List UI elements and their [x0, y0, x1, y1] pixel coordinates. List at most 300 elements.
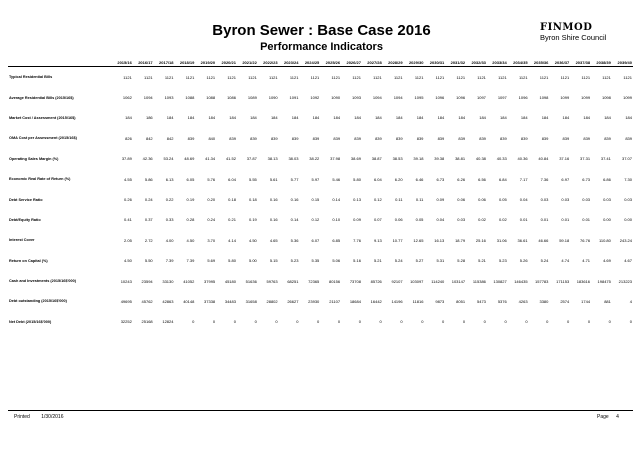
year-header: 2026/27	[341, 58, 362, 67]
table-cell: 0	[233, 319, 236, 325]
table-cell: 5.24	[540, 258, 549, 264]
row-label: Return on Capital (%)	[9, 258, 48, 263]
year-header: 2017/18	[154, 58, 175, 67]
table-cell: 130827	[493, 278, 507, 284]
table-cell: 184	[520, 115, 528, 121]
year-header: 2021/22	[237, 58, 258, 67]
table-cell: 5.86	[144, 176, 153, 182]
table-cell: 0.28	[186, 217, 195, 223]
table-cell: 5.36	[290, 237, 299, 243]
page-info	[597, 414, 625, 420]
table-cell: 23594	[141, 278, 153, 284]
table-cell: 5376	[497, 298, 507, 304]
table-cell: 0	[483, 319, 486, 325]
table-cell: 0	[317, 319, 320, 325]
table-cell: 184	[250, 115, 257, 121]
table-cell: 0.01	[582, 217, 591, 223]
table-cell: 0.02	[498, 217, 507, 223]
table-cell: 9873	[435, 298, 445, 304]
table-cell: 0.19	[186, 197, 195, 203]
table-row	[8, 128, 633, 148]
table-cell: 0.00	[603, 217, 611, 223]
table-cell: 0	[275, 319, 278, 325]
table-cell: 5.23	[290, 258, 299, 264]
table-cell: 0.04	[436, 217, 445, 223]
table-cell: 184	[187, 115, 195, 121]
table-cell: 0.03	[603, 197, 611, 203]
year-header: 2028/29	[383, 58, 404, 67]
table-cell: 0.06	[457, 197, 466, 203]
table-cell: 0.05	[498, 197, 507, 203]
table-row	[8, 67, 633, 88]
table-cell: 0.03	[540, 197, 549, 203]
table-cell: 4	[629, 298, 632, 304]
table-cell: 0	[629, 319, 632, 325]
table-cell: 184	[500, 115, 507, 121]
table-cell: 839	[354, 135, 361, 141]
table-cell: 4.74	[561, 258, 570, 264]
year-header: 2033/34	[487, 58, 508, 67]
table-cell: 0	[442, 319, 445, 325]
table-cell: 25.16	[475, 237, 486, 243]
table-cell: 0.14	[332, 197, 341, 203]
table-cell: 0.09	[353, 217, 361, 223]
table-cell: 0.01	[519, 217, 528, 223]
table-cell: 5.69	[207, 258, 216, 264]
table-cell: 92107	[391, 278, 403, 284]
table-cell: 4.50	[249, 237, 257, 243]
table-cell: 1098	[601, 95, 611, 101]
year-header: 2038/39	[591, 58, 612, 67]
table-cell: 1099	[560, 95, 570, 101]
council-name: Byron Shire Council	[540, 33, 607, 42]
table-cell: 1121	[227, 74, 236, 80]
table-cell: 12.65	[413, 237, 424, 243]
table-cell: 40.84	[538, 156, 549, 162]
table-cell: 1744	[581, 298, 591, 304]
table-cell: 1121	[393, 74, 403, 80]
table-cell: 198475	[597, 278, 611, 284]
table-cell: 839	[479, 135, 486, 141]
table-cell: 0.00	[624, 217, 632, 223]
table-cell: 0	[358, 319, 361, 325]
page-subtitle: Performance Indicators	[260, 41, 383, 53]
table-cell: 23930	[308, 298, 320, 304]
table-cell: 34483	[224, 298, 236, 304]
table-cell: 4.50	[124, 258, 132, 264]
table-cell: 0	[608, 319, 611, 325]
table-row	[8, 210, 633, 230]
table-cell: 4263	[518, 298, 528, 304]
table-cell: 1098	[539, 95, 549, 101]
table-cell: 0.24	[144, 197, 153, 203]
table-cell: 1094	[372, 95, 382, 101]
table-cell: 0	[566, 319, 570, 325]
table-cell: 110.80	[598, 237, 611, 243]
table-cell: 1121	[269, 74, 278, 80]
table-cell: 85726	[370, 278, 382, 284]
performance-table	[8, 58, 633, 332]
table-cell: 184	[229, 115, 236, 121]
table-cell: 839	[250, 135, 257, 141]
table-cell: 184	[604, 115, 611, 121]
table-cell: 840	[208, 135, 216, 141]
table-cell: 4.50	[186, 237, 195, 243]
table-cell: 0.13	[353, 197, 361, 203]
year-header: 2015/16	[112, 58, 133, 67]
table-cell: 4.69	[603, 258, 611, 264]
table-cell: 5.50	[144, 258, 153, 264]
year-header: 2022/23	[258, 58, 279, 67]
table-cell: 1088	[185, 95, 195, 101]
table-cell: 4.14	[228, 237, 236, 243]
table-cell: 1121	[435, 74, 445, 80]
table-cell: 0.11	[415, 197, 424, 203]
table-cell: 184	[625, 115, 632, 121]
year-header: 2020/21	[216, 58, 237, 67]
table-cell: 31658	[245, 298, 257, 304]
table-cell: 49695	[120, 298, 132, 304]
table-cell: 18684	[349, 298, 361, 304]
table-cell: 38.03	[288, 156, 299, 162]
table-cell: 1121	[164, 74, 174, 80]
table-cell: 80156	[328, 278, 341, 284]
table-cell: 6.85	[332, 237, 341, 243]
table-cell: 48.69	[184, 156, 195, 162]
table-cell: 68251	[287, 278, 299, 284]
table-cell: 2.72	[144, 237, 153, 243]
table-cell: 839	[500, 135, 507, 141]
table-cell: 5.77	[290, 176, 299, 182]
header-blank	[8, 58, 112, 67]
table-cell: 1088	[206, 95, 216, 101]
table-cell: 184	[333, 115, 341, 121]
table-cell: 0.12	[311, 217, 320, 223]
year-header: 2035/36	[529, 58, 550, 67]
table-cell: 1096	[435, 95, 445, 101]
table-cell: 839	[395, 135, 403, 141]
table-cell: 1121	[206, 74, 216, 80]
table-cell: 0.03	[457, 217, 466, 223]
table-row	[8, 108, 633, 128]
year-header: 2029/30	[404, 58, 425, 67]
table-cell: 45762	[141, 298, 153, 304]
table-cell: 12824	[162, 319, 174, 325]
table-cell: 5.24	[394, 258, 403, 264]
table-cell: 6.84	[498, 176, 507, 182]
table-cell: 0	[337, 319, 341, 325]
table-cell: 0.14	[290, 217, 299, 223]
table-cell: 0.20	[207, 197, 216, 203]
table-cell: 839	[541, 135, 549, 141]
table-cell: 39.18	[413, 156, 424, 162]
table-cell: 0.33	[165, 217, 174, 223]
table-cell: 1121	[185, 74, 195, 80]
table-cell: 16.13	[434, 237, 445, 243]
row-label: Interest Cover	[9, 238, 35, 243]
table-cell: 5.76	[207, 176, 216, 182]
table-cell: 1089	[247, 95, 257, 101]
table-cell: 28802	[266, 298, 278, 304]
table-cell: 7.76	[353, 237, 361, 243]
table-cell: 839	[562, 135, 570, 141]
table-cell: 0	[546, 319, 549, 325]
table-cell: 0.02	[478, 217, 486, 223]
table-row	[8, 149, 633, 169]
finmod-logo: FINMOD	[540, 22, 593, 33]
table-cell: 1097	[497, 95, 507, 101]
table-cell: 3380	[539, 298, 549, 304]
table-cell: 213223	[618, 278, 632, 284]
table-cell: 4.55	[124, 176, 132, 182]
table-cell: 7.39	[165, 258, 174, 264]
table-cell: 842	[145, 135, 153, 141]
row-label: Debt/Equity Ratio	[9, 217, 41, 222]
table-cell: 41.34	[205, 156, 216, 162]
table-row	[8, 230, 633, 250]
table-cell: 38.13	[267, 156, 278, 162]
row-label: Economic Real Rate of Return (%)	[9, 177, 71, 182]
table-cell: 0.16	[269, 217, 278, 223]
table-cell: 184	[208, 115, 216, 121]
table-cell: 2574	[560, 298, 570, 304]
table-cell: 0	[192, 319, 195, 325]
year-header: 2016/17	[133, 58, 154, 67]
table-cell: 37.41	[600, 156, 611, 162]
table-cell: 21107	[329, 298, 341, 304]
table-cell: 10.77	[392, 237, 403, 243]
table-cell: 839	[333, 135, 341, 141]
table-cell: 839	[583, 135, 591, 141]
table-cell: 0.06	[478, 197, 486, 203]
year-header: 2019/20	[195, 58, 216, 67]
table-cell: 5.97	[311, 176, 320, 182]
table-cell: 1121	[477, 74, 486, 80]
table-cell: 839	[229, 135, 236, 141]
table-cell: 5.06	[332, 258, 341, 264]
table-cell: 0	[212, 319, 216, 325]
table-cell: 0.16	[290, 197, 299, 203]
table-cell: 41.52	[225, 156, 236, 162]
table-cell: 157783	[535, 278, 549, 284]
table-cell: 5.80	[228, 258, 236, 264]
table-cell: 5.80	[353, 176, 361, 182]
table-cell: 37.16	[559, 156, 570, 162]
table-cell: 1095	[414, 95, 424, 101]
table-cell: 183616	[576, 278, 591, 284]
table-row	[8, 169, 633, 189]
row-label: Debt outstanding (2015/16$'000)	[9, 299, 67, 304]
table-cell: 7.39	[186, 258, 195, 264]
table-cell: 1121	[602, 74, 611, 80]
table-cell: 6.86	[603, 176, 611, 182]
table-cell: 184	[375, 115, 382, 121]
table-cell: 31.06	[496, 237, 507, 243]
table-cell: 5.15	[269, 258, 278, 264]
table-cell: 14196	[391, 298, 403, 304]
table-cell: 6.04	[228, 176, 236, 182]
table-cell: 184	[562, 115, 570, 121]
table-cell: 184	[395, 115, 403, 121]
table-row	[8, 87, 633, 107]
table-cell: 5.00	[249, 258, 257, 264]
table-row	[8, 251, 633, 271]
table-cell: 6.56	[478, 176, 486, 182]
table-cell: 1121	[310, 74, 320, 80]
table-cell: 881	[604, 298, 611, 304]
table-cell: 37.07	[621, 156, 632, 162]
table-cell: 40.33	[496, 156, 507, 162]
table-cell: 1121	[248, 74, 257, 80]
table-cell: 76.76	[580, 237, 591, 243]
row-label: Net Debt (2015/16$'000)	[9, 319, 52, 324]
table-cell: 4.67	[624, 258, 632, 264]
table-cell: 1090	[331, 95, 341, 101]
table-cell: 25168	[141, 319, 153, 325]
table-cell: 73708	[349, 278, 361, 284]
table-row	[8, 271, 633, 291]
table-cell: 16442	[370, 298, 382, 304]
table-cell: 826	[125, 135, 132, 141]
table-cell: 184	[458, 115, 466, 121]
table-cell: 0.06	[394, 217, 403, 223]
table-cell: 6.20	[394, 176, 403, 182]
table-cell: 4.00	[165, 237, 174, 243]
table-cell: 1121	[581, 74, 591, 80]
year-header: 2034/35	[508, 58, 529, 67]
table-cell: 0.18	[228, 197, 236, 203]
table-cell: 4.71	[582, 258, 591, 264]
table-cell: 0.05	[415, 217, 424, 223]
table-cell: 1097	[477, 95, 486, 101]
table-cell: 45180	[224, 278, 236, 284]
table-cell: 184	[312, 115, 320, 121]
printed-label: Printed	[14, 414, 30, 420]
table-cell: 184	[541, 115, 549, 121]
table-cell: 40148	[183, 298, 195, 304]
table-cell: 114240	[431, 278, 445, 284]
table-cell: 5.16	[353, 258, 361, 264]
table-cell: 839	[604, 135, 611, 141]
row-label: Typical Residential Bills	[9, 75, 53, 80]
table-cell: 1121	[456, 74, 466, 80]
table-cell: 1121	[518, 74, 528, 80]
table-cell: 839	[437, 135, 445, 141]
table-cell: 184	[291, 115, 299, 121]
table-cell: 842	[166, 135, 174, 141]
year-header: 2037/38	[570, 58, 591, 67]
table-cell: 6.73	[582, 176, 591, 182]
table-cell: 5.26	[519, 258, 528, 264]
table-cell: 5.28	[457, 258, 466, 264]
table-cell: 40.38	[475, 156, 486, 162]
table-cell: 0	[421, 319, 424, 325]
table-cell: 0.04	[519, 197, 528, 203]
table-cell: 59763	[266, 278, 278, 284]
year-header: 2024/25	[299, 58, 320, 67]
table-cell: 1099	[623, 95, 632, 101]
table-cell: 7.30	[624, 176, 632, 182]
table-cell: 6.13	[165, 176, 174, 182]
table-cell: 0.11	[395, 197, 403, 203]
table-cell: 0.07	[373, 217, 382, 223]
table-cell: 0.26	[124, 197, 132, 203]
table-cell: 0.03	[561, 197, 570, 203]
row-label: Debt Service Ratio	[9, 197, 43, 202]
table-cell: 839	[291, 135, 299, 141]
table-cell: 5.55	[249, 176, 257, 182]
table-cell: 146435	[514, 278, 528, 284]
table-cell: 6.07	[311, 237, 320, 243]
table-cell: 10243	[120, 278, 132, 284]
table-cell: 36.61	[517, 237, 528, 243]
table-cell: 5.35	[311, 258, 320, 264]
table-cell: 0.21	[228, 217, 236, 223]
table-cell: 0	[379, 319, 382, 325]
year-header: 2025/26	[320, 58, 341, 67]
table-cell: 2.05	[124, 237, 132, 243]
table-cell: 51636	[245, 278, 257, 284]
table-cell: 5.61	[269, 176, 278, 182]
table-cell: 38.53	[392, 156, 403, 162]
table-cell: 0	[504, 319, 507, 325]
row-label: Average Residential Bills (2015/16$)	[9, 95, 74, 100]
table-cell: 41052	[183, 278, 195, 284]
table-cell: 0.01	[561, 217, 570, 223]
table-cell: 5.31	[436, 258, 445, 264]
table-cell: 38.69	[350, 156, 361, 162]
table-cell: 37.89	[121, 156, 132, 162]
table-cell: 5473	[477, 298, 486, 304]
table-cell: 103097	[410, 278, 424, 284]
table-cell: 1093	[352, 95, 361, 101]
table-row	[8, 312, 633, 332]
table-cell: 1121	[144, 74, 153, 80]
table-cell: 37.98	[330, 156, 341, 162]
table-cell: 184	[583, 115, 591, 121]
table-cell: 1092	[310, 95, 320, 101]
table-cell: 72365	[308, 278, 320, 284]
table-cell: 6.05	[186, 176, 195, 182]
table-cell: 42863	[162, 298, 174, 304]
table-cell: 38.22	[309, 156, 320, 162]
table-cell: 0.15	[311, 197, 320, 203]
table-cell: 1096	[456, 95, 466, 101]
row-label: Operating Sales Margin (%)	[9, 156, 59, 161]
year-header-row	[8, 58, 633, 67]
table-cell: 33130	[162, 278, 174, 284]
table-cell: 0.03	[624, 197, 632, 203]
year-header: 2031/32	[445, 58, 466, 67]
table-cell: 37995	[204, 278, 216, 284]
year-header: 2036/37	[549, 58, 570, 67]
table-cell: 0.12	[373, 197, 382, 203]
table-cell: 839	[416, 135, 424, 141]
table-cell: 59.18	[559, 237, 570, 243]
table-row	[8, 189, 633, 209]
table-cell: 18.79	[455, 237, 466, 243]
table-cell: 0.03	[582, 197, 591, 203]
table-cell: 6.97	[561, 176, 570, 182]
table-cell: 839	[375, 135, 382, 141]
table-cell: 5.23	[498, 258, 507, 264]
table-cell: 6.26	[457, 176, 466, 182]
table-cell: 839	[625, 135, 632, 141]
table-cell: 1121	[560, 74, 570, 80]
table-cell: 5.21	[373, 258, 382, 264]
table-cell: 115386	[472, 278, 486, 284]
table-cell: 1062	[122, 95, 132, 101]
